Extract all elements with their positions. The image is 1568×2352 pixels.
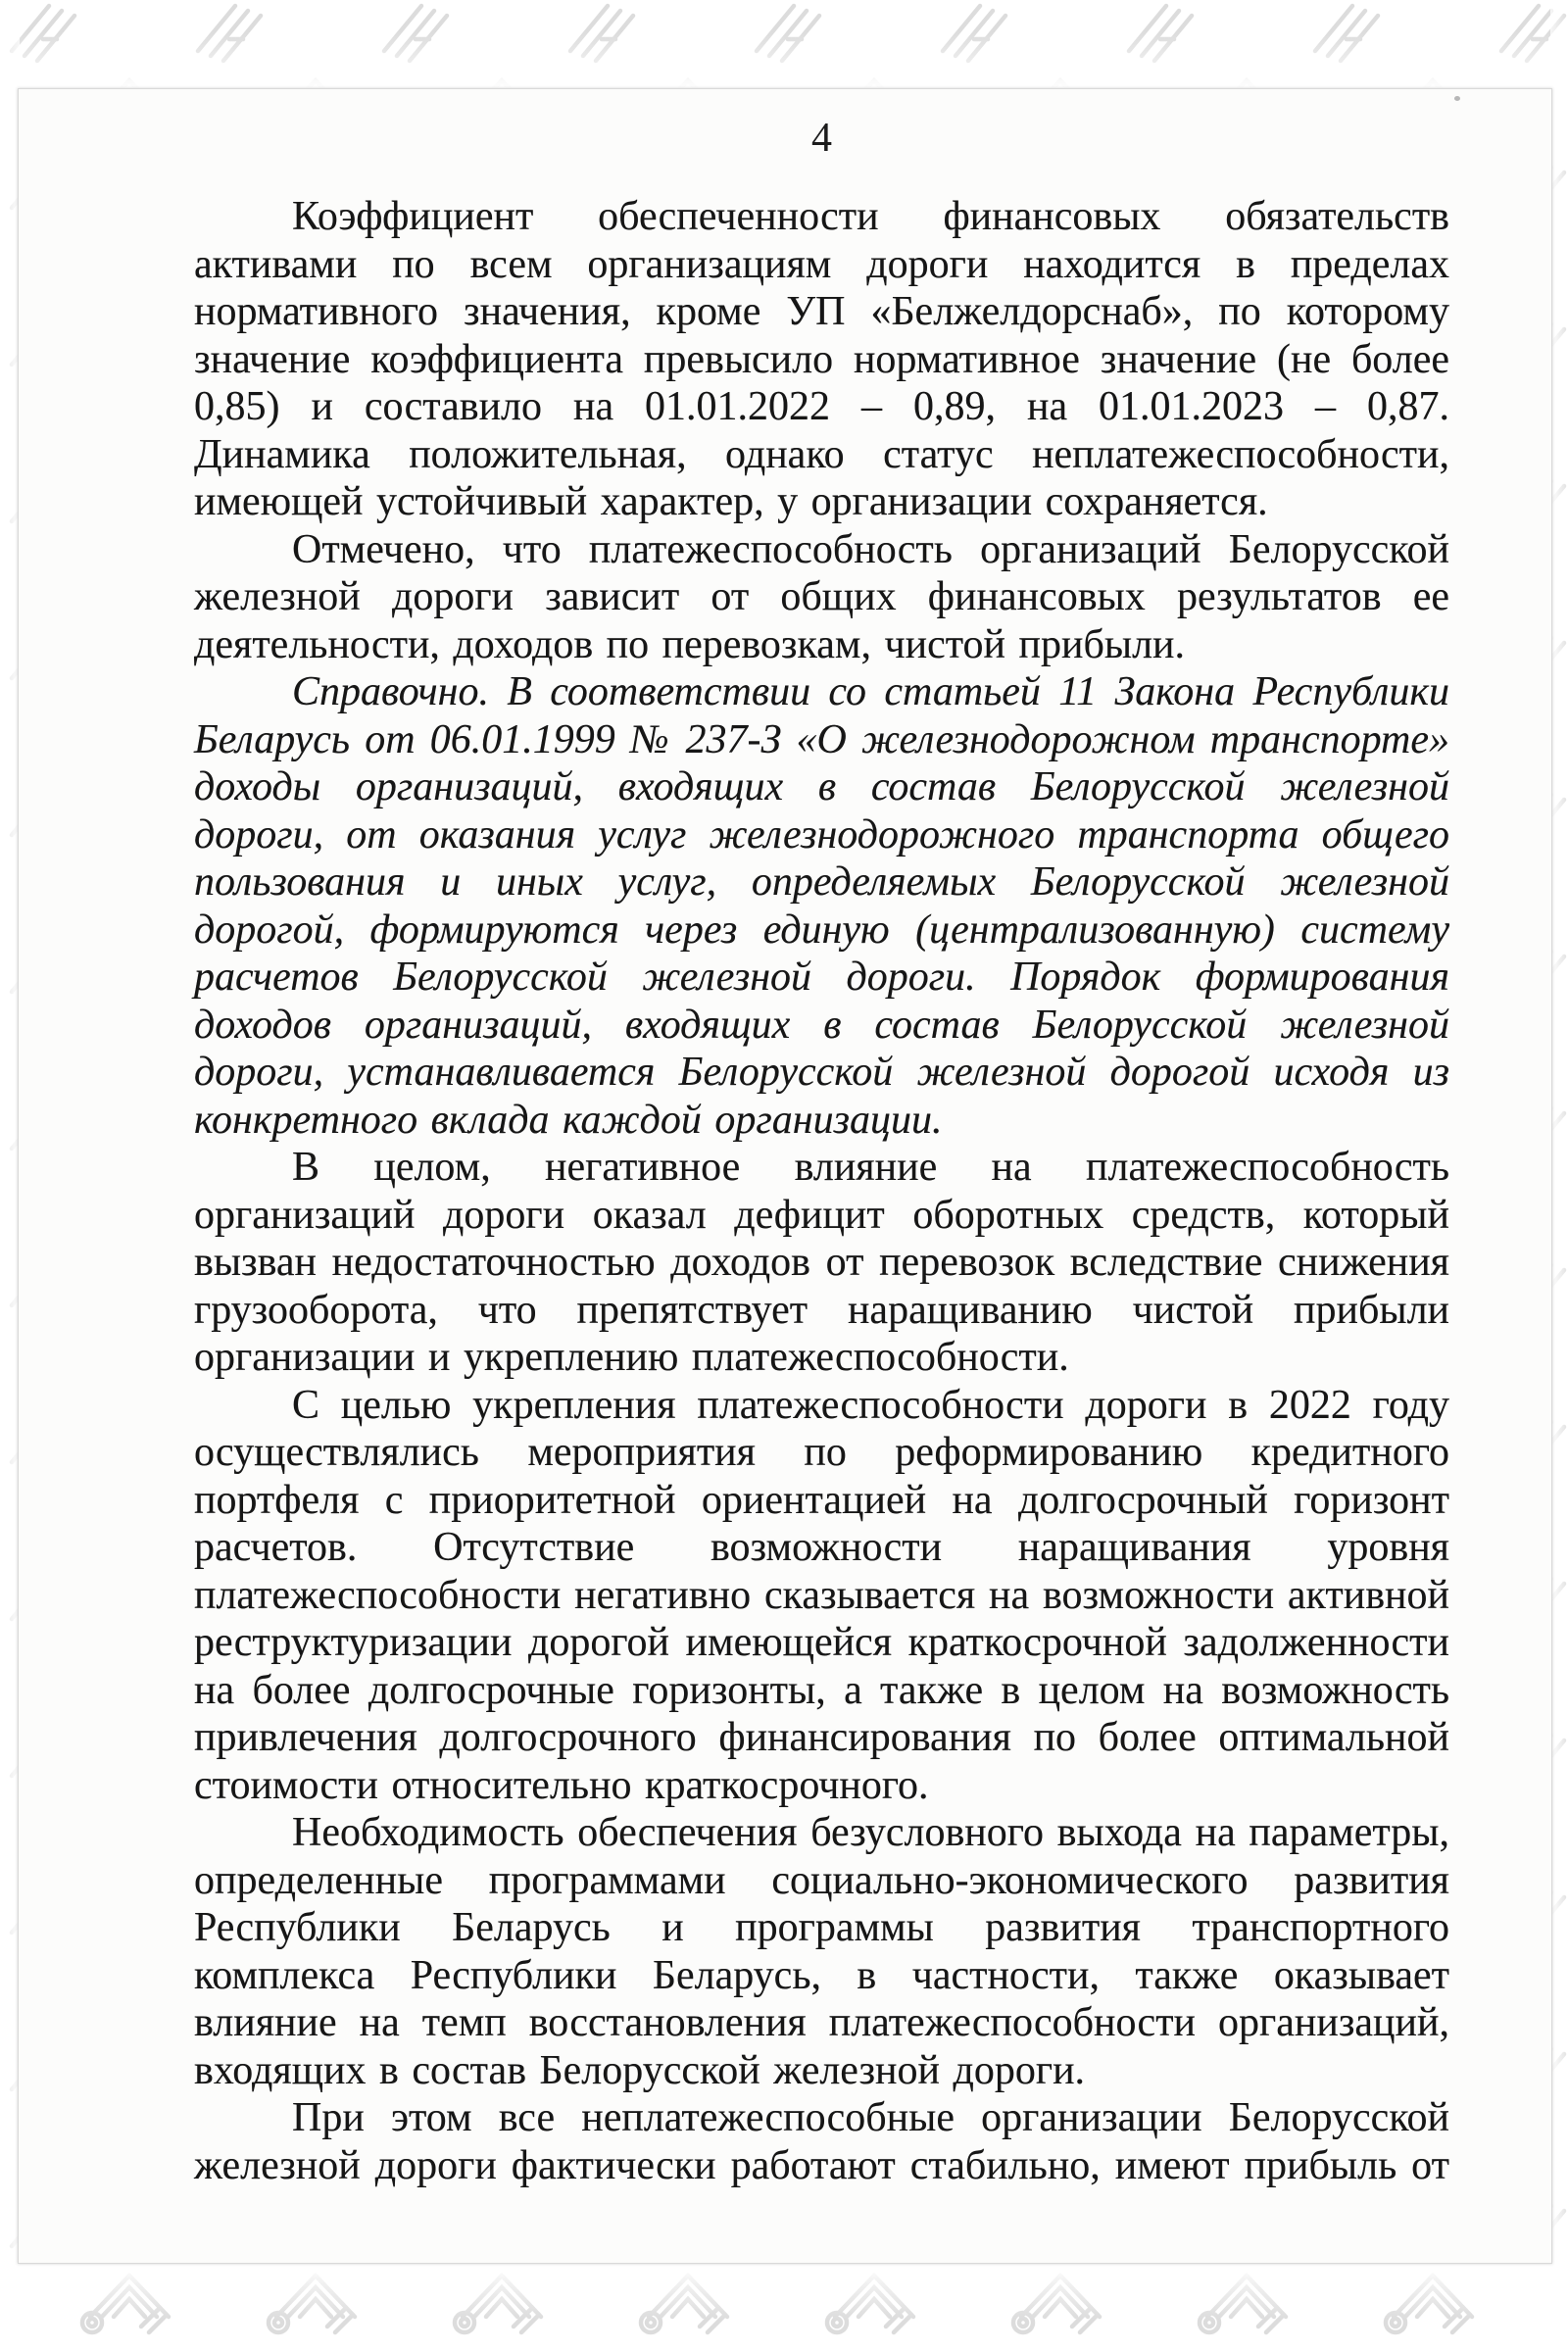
paragraph-state-programs: Необходимость обеспечения безусловного выхода на параметры, определенные программами социально-экономического развития Республики Беларусь и программы развития транспортного комплекса Республики Беларусь, в частности, также оказывает влияние на темп восстановления платежеспособности организаций, входящих в состав Белорусской железной дороги. (194, 1810, 1449, 2093)
page-number: 4 (811, 116, 832, 161)
paragraph-reference-law: Справочно. В соответствии со статьей 11 Закона Республики Беларусь от 06.01.1999 № 237-З «О железнодорожном транспорте» доходы организаций, входящих в состав Белорусской железной дороги, от оказания услуг железнодорожного транспорта общего пользования и иных услуг, определяемых Белорусской железной дорогой, формируются через единую (централизованную) систему расчетов Белорусской железной дороги. Порядок формирования доходов организаций, входящих в состав Белорусской железной дороги, устанавливается Белорусской железной дорогой исходя из конкретного вклада каждой организации. (194, 669, 1449, 1143)
bottom-fade-overlay (0, 2262, 1568, 2321)
right-fade-overlay (1550, 0, 1568, 2352)
paragraph-negative-influence: В целом, негативное влияние на платежеспособность организаций дороги оказал дефицит оборотных средств, который вызван недостаточностью доходов от перевозок вследствие снижения грузооборота, что препятствует наращиванию чистой прибыли организации и укреплению платежеспособности. (194, 1145, 1449, 1380)
paragraph-insolvent-organizations: При этом все неплатежеспособные организации Белорусской железной дороги фактически работают стабильно, имеют прибыль от (194, 2095, 1449, 2188)
scan-speck (1454, 96, 1460, 101)
top-fade-overlay (0, 0, 1568, 90)
document-page (18, 88, 1552, 2264)
paragraph-solvency-note: Отмечено, что платежеспособность организаций Белорусской железной дороги зависит от общих финансовых результатов ее деятельности, доходов по перевозкам, чистой прибыли. (194, 526, 1449, 667)
paragraph-credit-portfolio: С целью укрепления платежеспособности дороги в 2022 году осуществлялись мероприятия по реформированию кредитного портфеля с приоритетной ориентацией на долгосрочный горизонт расчетов. Отсутствие возможности наращивания уровня платежеспособности негативно сказывается на возможности активной реструктуризации дорогой имеющейся краткосрочной задолженности на более долгосрочные горизонты, а также в целом на возможность привлечения долгосрочного финансирования по более оптимальной стоимости относительно краткосрочного. (194, 1382, 1449, 1808)
paragraph-coefficient: Коэффициент обеспеченности финансовых обязательств активами по всем организациям дороги находится в пределах нормативного значения, кроме УП «Белжелдорснаб», по которому значение коэффициента превысило нормативное значение (не более 0,85) и составило на 01.01.2022 – 0,89, на 01.01.2023 – 0,87. Динамика положительная, однако статус неплатежеспособности, имеющей устойчивый характер, у организации сохраняется. (194, 194, 1449, 524)
left-fade-overlay (0, 0, 20, 2352)
